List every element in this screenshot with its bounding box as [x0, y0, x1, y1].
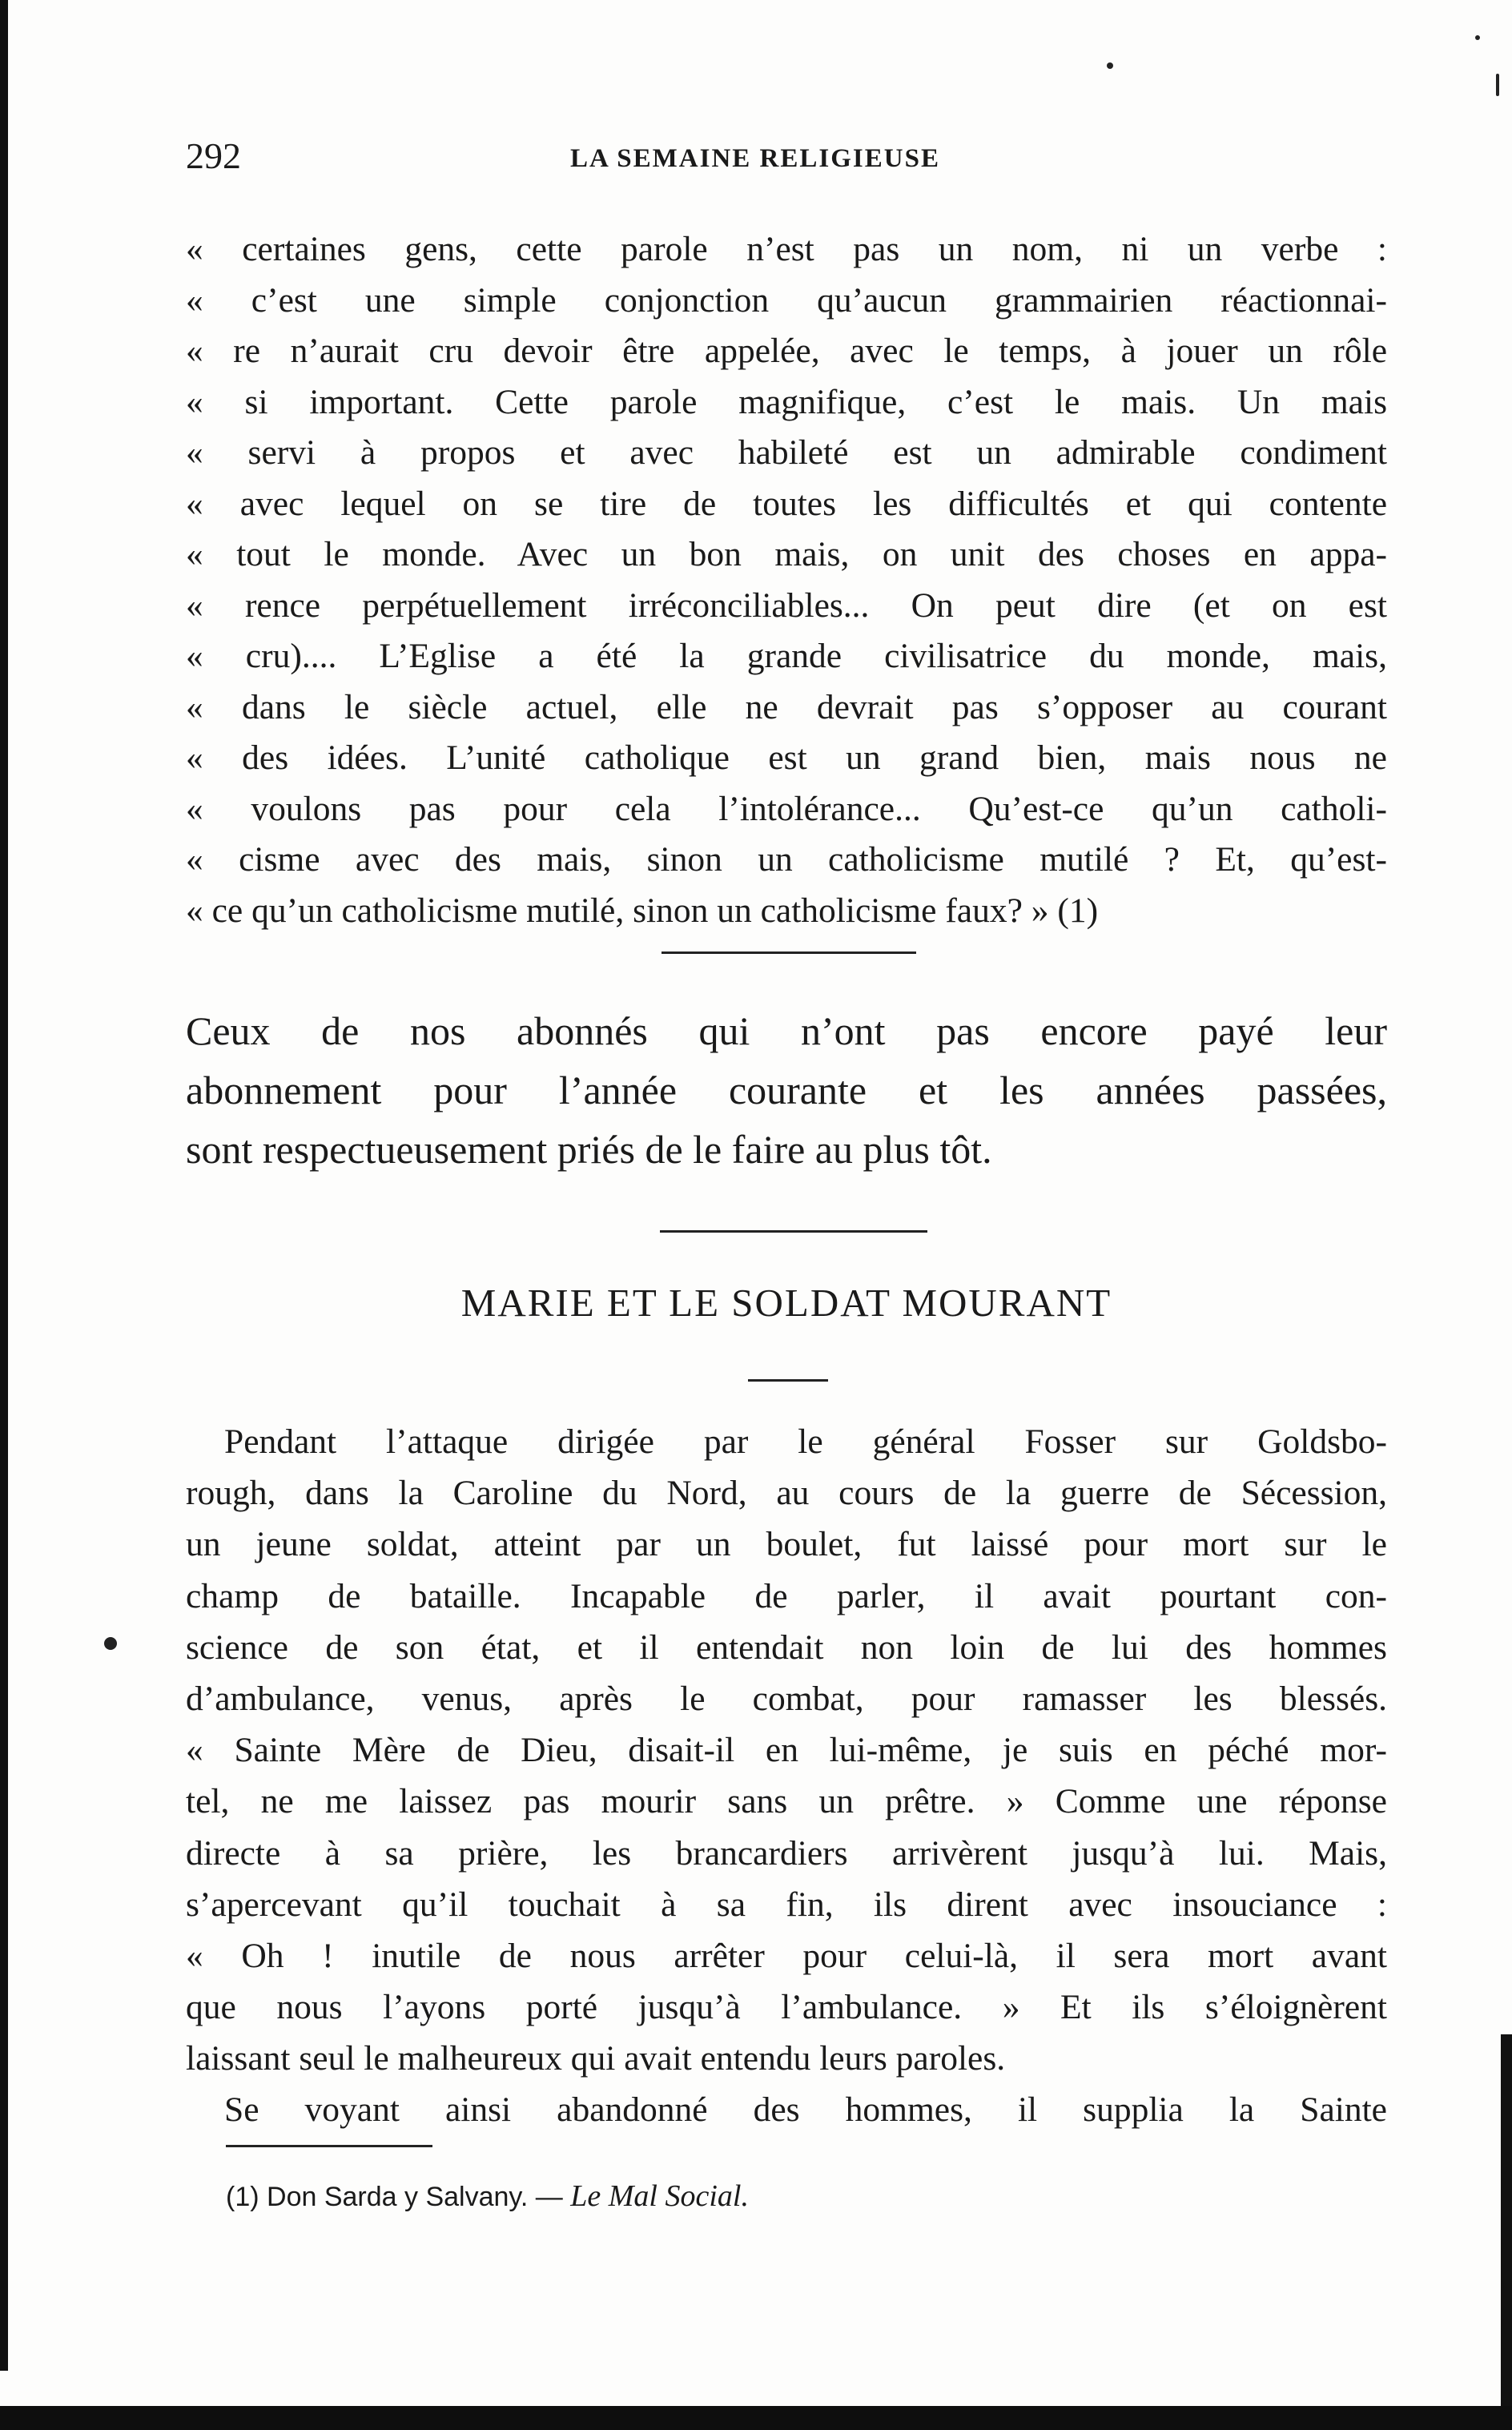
quote-line: « ce qu’un catholicisme mutilé, sinon un catholicisme faux? » (1)	[186, 891, 1099, 930]
footnote	[226, 2179, 749, 2214]
title-underline	[748, 1379, 828, 1382]
scan-speck	[1475, 35, 1480, 40]
section-divider	[662, 951, 916, 954]
body-line: rough, dans la Caroline du Nord, au cours de la guerre de Sécession,	[186, 1474, 1387, 1513]
body-line: Pendant l’attaque dirigée par le général Fosser sur Goldsbo-	[224, 1422, 1387, 1461]
body-line: directe à sa prière, les brancardiers arrivèrent jusqu’à lui. Mais,	[186, 1833, 1387, 1873]
body-line: d’ambulance, venus, après le combat, pour ramasser les blessés.	[186, 1679, 1387, 1718]
quote-line: « rence perpétuellement irréconciliables... On peut dire (et on est	[186, 585, 1387, 625]
quotation-block	[186, 224, 1387, 936]
quote-line: « certaines gens, cette parole n’est pas un nom, ni un verbe :	[186, 230, 1387, 268]
body-line: « Sainte Mère de Dieu, disait-il en lui-même, je suis en péché mor-	[186, 1731, 1387, 1770]
quote-line: « c’est une simple conjonction qu’aucun grammairien réactionnai-	[186, 280, 1387, 320]
body-line: Se voyant ainsi abandonné des hommes, il supplia la Sainte	[224, 2090, 1387, 2130]
page-number: 292	[186, 135, 241, 176]
article-body	[186, 1416, 1387, 2136]
section-divider	[660, 1230, 927, 1233]
quote-line: « servi à propos et avec habileté est un admirable condiment	[186, 433, 1387, 472]
body-line: science de son état, et il entendait non loin de lui des hommes	[186, 1627, 1387, 1667]
article-title: MARIE ET LE SOLDAT MOURANT	[460, 1281, 1112, 1325]
quote-line: « re n’aurait cru devoir être appelée, avec le temps, à jouer un rôle	[186, 332, 1387, 370]
notice-line: sont respectueusement priés de le faire au plus tôt.	[186, 1127, 992, 1172]
footnote-rule	[226, 2145, 432, 2147]
body-line: s’apercevant qu’il touchait à sa fin, ils dirent avec insouciance :	[186, 1885, 1387, 1924]
footnote-marker: (1)	[226, 2182, 259, 2212]
quote-line: « voulons pas pour cela l’intolérance... Qu’est-ce qu’un catholi-	[186, 789, 1387, 828]
notice-line: Ceux de nos abonnés qui n’ont pas encore payé leur	[186, 1008, 1387, 1053]
quote-line: « dans le siècle actuel, elle ne devrait pas s’opposer au courant	[186, 687, 1387, 726]
quote-line: « cisme avec des mais, sinon un catholicisme mutilé ? Et, qu’est-	[186, 840, 1387, 879]
scan-speck	[1496, 74, 1499, 96]
page-header	[186, 135, 1387, 183]
quote-line: « avec lequel on se tire de toutes les difficultés et qui contente	[186, 484, 1387, 523]
scan-edge-bottom	[0, 2406, 1512, 2430]
notice-line: abonnement pour l’année courante et les années passées,	[186, 1068, 1387, 1112]
quote-line: « cru).... L’Eglise a été la grande civilisatrice du monde, mais,	[186, 637, 1387, 675]
scan-edge-right	[1501, 2034, 1512, 2430]
body-line: que nous l’ayons porté jusqu’à l’ambulance. » Et ils s’éloignèrent	[186, 1988, 1387, 2027]
body-line: tel, ne me laissez pas mourir sans un prêtre. » Comme une réponse	[186, 1782, 1387, 1821]
quote-line: « tout le monde. Avec un bon mais, on unit des choses en appa-	[186, 535, 1387, 573]
footnote-author: Don Sarda y Salvany. —	[267, 2182, 563, 2212]
body-line: laissant seul le malheureux qui avait entendu leurs paroles.	[186, 2039, 1006, 2078]
scan-edge-left	[0, 0, 8, 2371]
body-line: champ de bataille. Incapable de parler, il avait pourtant con-	[186, 1576, 1387, 1615]
subscription-notice	[186, 1001, 1387, 1179]
scan-speck	[1107, 62, 1113, 69]
running-title: LA SEMAINE RELIGIEUSE	[570, 144, 940, 173]
quote-line: « si important. Cette parole magnifique, c’est le mais. Un mais	[186, 382, 1387, 421]
body-line: un jeune soldat, atteint par un boulet, fut laissé pour mort sur le	[186, 1525, 1387, 1564]
body-line: « Oh ! inutile de nous arrêter pour celui-là, il sera mort avant	[186, 1936, 1387, 1975]
footnote-work-title: Le Mal Social.	[570, 2179, 749, 2213]
scan-speck	[104, 1637, 117, 1650]
quote-line: « des idées. L’unité catholique est un grand bien, mais nous ne	[186, 738, 1387, 777]
